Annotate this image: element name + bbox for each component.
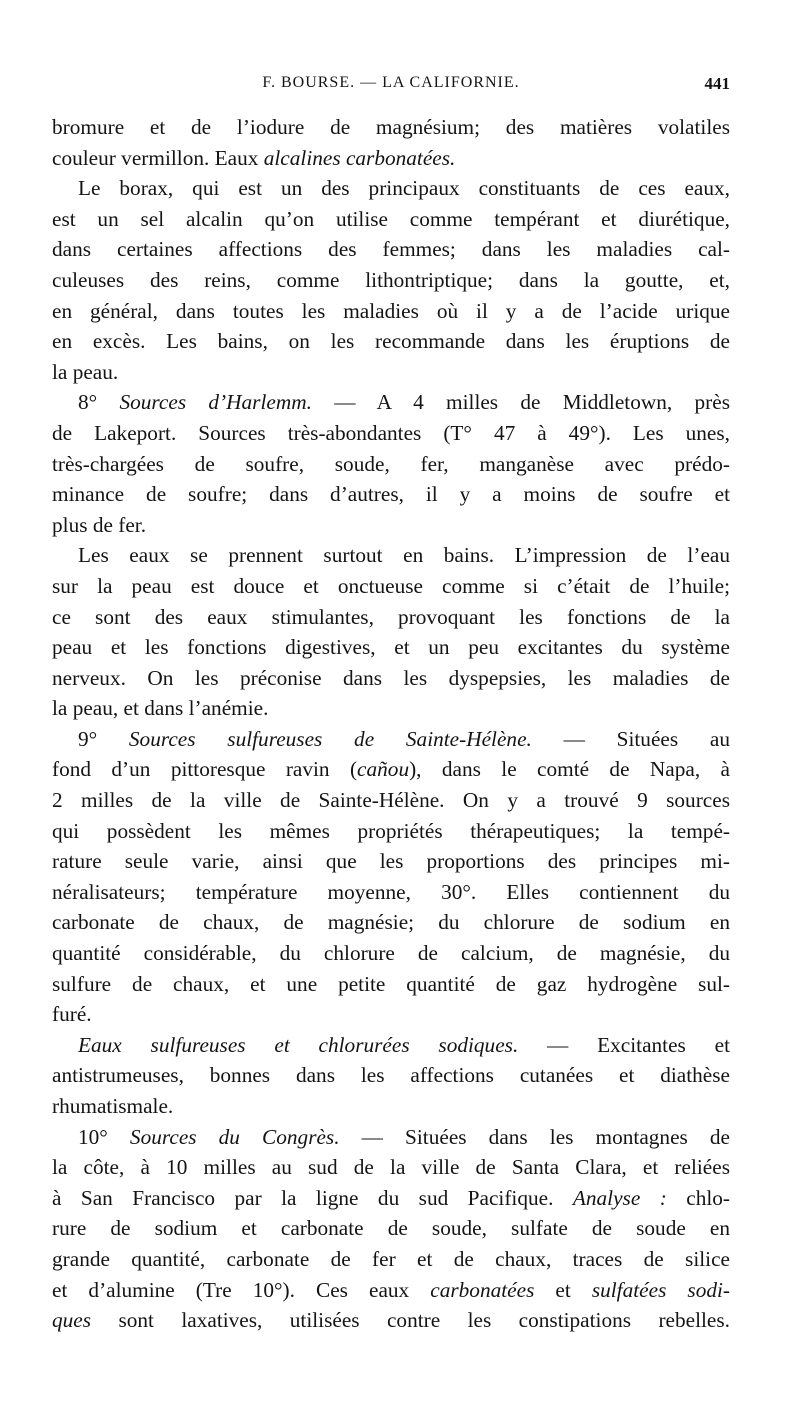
text-line: dans certaines affections des femmes; dans les maladies cal- — [52, 237, 730, 262]
text-line: ce sont des eaux stimulantes, provoquant les fonctions de la — [52, 604, 730, 629]
text-line: Le borax, qui est un des principaux constituants de ces eaux, — [78, 176, 730, 201]
text-line: à San Francisco par la ligne du sud Pacifique. Analyse : chlo- — [52, 1185, 731, 1210]
text-line: sulfure de chaux, et une petite quantité de gaz hydrogène sul- — [52, 971, 730, 996]
running-title: F. BOURSE. — LA CALIFORNIE. — [262, 74, 520, 91]
text-line: couleur vermillon. Eaux alcalines carbonatées. — [52, 145, 456, 170]
text-line: très-chargées de soufre, soude, fer, manganèse avec prédo- — [52, 451, 730, 476]
text-line: ques sont laxatives, utilisées contre les constipations rebelles. — [52, 1308, 730, 1333]
text-line: bromure et de l’iodure de magnésium; des matières volatiles — [52, 115, 730, 139]
body-text — [52, 112, 730, 1336]
text-line: grande quantité, carbonate de fer et de chaux, traces de silice — [52, 1246, 730, 1271]
text-line: peau et les fonctions digestives, et un peu excitantes du système — [52, 635, 730, 660]
text-line: fond d’un pittoresque ravin (cañou), dans le comté de Napa, à — [52, 757, 730, 782]
text-line: 10° Sources du Congrès. — Situées dans les montagnes de — [78, 1124, 731, 1149]
text-line: culeuses des reins, comme lithontriptique; dans la goutte, et, — [52, 267, 730, 292]
text-line: la peau, et dans l’anémie. — [52, 696, 269, 721]
text-line: nerveux. On les préconise dans les dyspepsies, les maladies de — [52, 665, 730, 690]
text-line: antistrumeuses, bonnes dans les affections cutanées et diathèse — [52, 1063, 730, 1088]
text-line: rhumatismale. — [52, 1094, 174, 1118]
text-line: furé. — [52, 1002, 92, 1027]
text-line: 9° Sources sulfureuses de Sainte-Hélène. — Situées au — [78, 726, 730, 751]
text-line: rure de sodium et carbonate de soude, sulfate de soude en — [52, 1216, 730, 1241]
page-header — [52, 74, 730, 104]
text-line: carbonate de chaux, de magnésie; du chlorure de sodium en — [52, 910, 730, 935]
text-line: plus de fer. — [52, 512, 147, 537]
text-line: la peau. — [52, 359, 119, 384]
text-line: rature seule varie, ainsi que les proportions des principes mi- — [52, 849, 730, 874]
text-line: est un sel alcalin qu’on utilise comme tempérant et diurétique, — [52, 206, 730, 231]
text-line: sur la peau est douce et onctueuse comme si c’était de l’huile; — [52, 573, 730, 598]
page-number: 441 — [704, 74, 730, 93]
text-line: quantité considérable, du chlorure de calcium, de magnésie, du — [52, 941, 730, 966]
text-line: Les eaux se prennent surtout en bains. L’impression de l’eau — [78, 543, 730, 568]
text-line: de Lakeport. Sources très-abondantes (T° 47 à 49°). Les unes, — [52, 420, 730, 445]
text-line: en général, dans toutes les maladies où il y a de l’acide urique — [52, 298, 730, 323]
text-line: 2 milles de la ville de Sainte-Hélène. On y a trouvé 9 sources — [52, 788, 730, 813]
text-line: en excès. Les bains, on les recommande dans les éruptions de — [52, 329, 730, 354]
text-line: 8° Sources d’Harlemm. — A 4 milles de Middletown, près — [78, 390, 730, 415]
text-line: qui possèdent les mêmes propriétés thérapeutiques; la tempé- — [52, 818, 730, 843]
text-line: minance de soufre; dans d’autres, il y a moins de soufre et — [52, 482, 730, 507]
text-line: et d’alumine (Tre 10°). Ces eaux carbonatées et sulfatées sodi- — [52, 1277, 730, 1302]
text-line: néralisateurs; température moyenne, 30°. Elles contiennent du — [52, 879, 730, 904]
text-line: Eaux sulfureuses et chlorurées sodiques. — Excitantes et — [78, 1032, 730, 1057]
text-line: la côte, à 10 milles au sud de la ville de Santa Clara, et reliées — [52, 1155, 730, 1180]
